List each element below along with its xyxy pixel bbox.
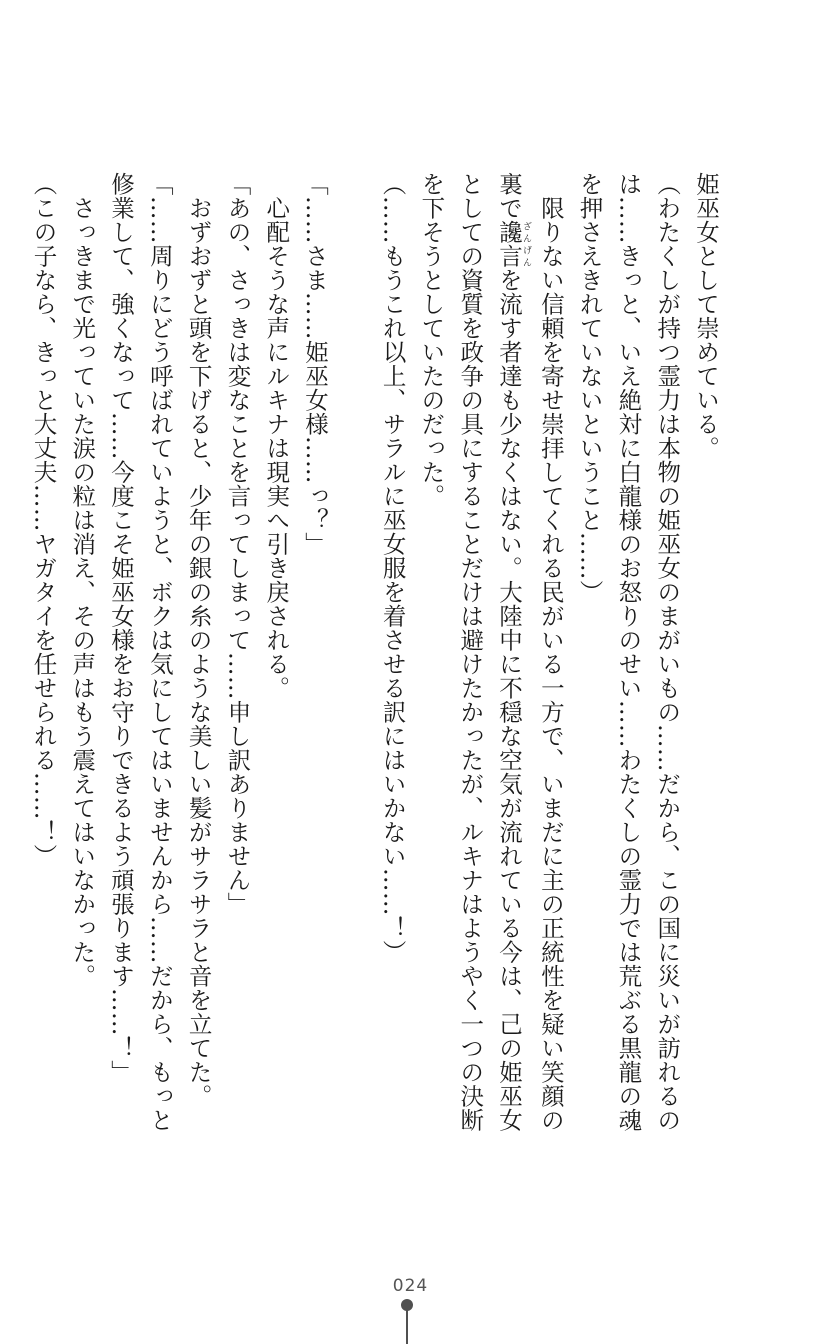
text-line: は……きっと、いえ絶対に白龍様のお怒りのせい……わたくしの霊力では荒ぶる黒龍の魂	[614, 172, 643, 1132]
text-line: 裏で讒言ざんげんを流す者達も少なくはない。大陸中に不穏な空気が流れている今は、己の姫巫女	[495, 172, 532, 1132]
text-line: （……もうこれ以上、サラルに巫女服を着させる訳にはいかない……！）	[378, 172, 407, 964]
text-line: を下そうとしていたのだった。	[417, 172, 446, 508]
page-marker-line	[406, 1309, 408, 1344]
text-line	[334, 172, 373, 1132]
text-line: 限りない信頼を寄せ崇拝してくれる民がいる一方で、いまだに主の正統性を疑い笑顔の	[536, 196, 565, 1132]
text-line: 姫巫女として崇めている。	[692, 172, 720, 460]
text-line: 修業して、強くなって……今度こそ姫巫女様をお守りできるよう頑張ります……！」	[107, 172, 136, 1084]
text-line: （わたくしが持つ霊力は本物の姫巫女のまがいもの……だから、この国に災いが訪れるの	[653, 172, 682, 1132]
text-line: 「……周りにどう呼ばれていようと、ボクは気にしてはいませんから……だから、もっと	[145, 172, 174, 1132]
text-line: さっきまで光っていた涙の粒は消え、その声はもう震えてはいなかった。	[68, 196, 97, 988]
vertical-text-body	[24, 172, 725, 1132]
text-line: 「あの、さっきは変なことを言ってしまって……申し訳ありません」	[223, 172, 252, 916]
text-line: としての資質を政争の具にすることだけは避けたかったが、ルキナはようやく一つの決断	[456, 172, 485, 1132]
ruby-annotation: 讒言ざんげん	[495, 220, 532, 268]
text-line: おずおずと頭を下げると、少年の銀の糸のような美しい髪がサラサラと音を立てた。	[184, 196, 213, 1108]
text-line: を押さえきれていないということ……）	[575, 172, 604, 604]
page-number: 024	[392, 1276, 429, 1296]
text-line: 「……さま……姫巫女様……っ？」	[301, 172, 330, 556]
text-line: （この子なら、きっと大丈夫……ヤガタイを任せられる……！）	[29, 172, 58, 868]
text-line: 心配そうな声にルキナは現実へ引き戻される。	[262, 196, 291, 700]
